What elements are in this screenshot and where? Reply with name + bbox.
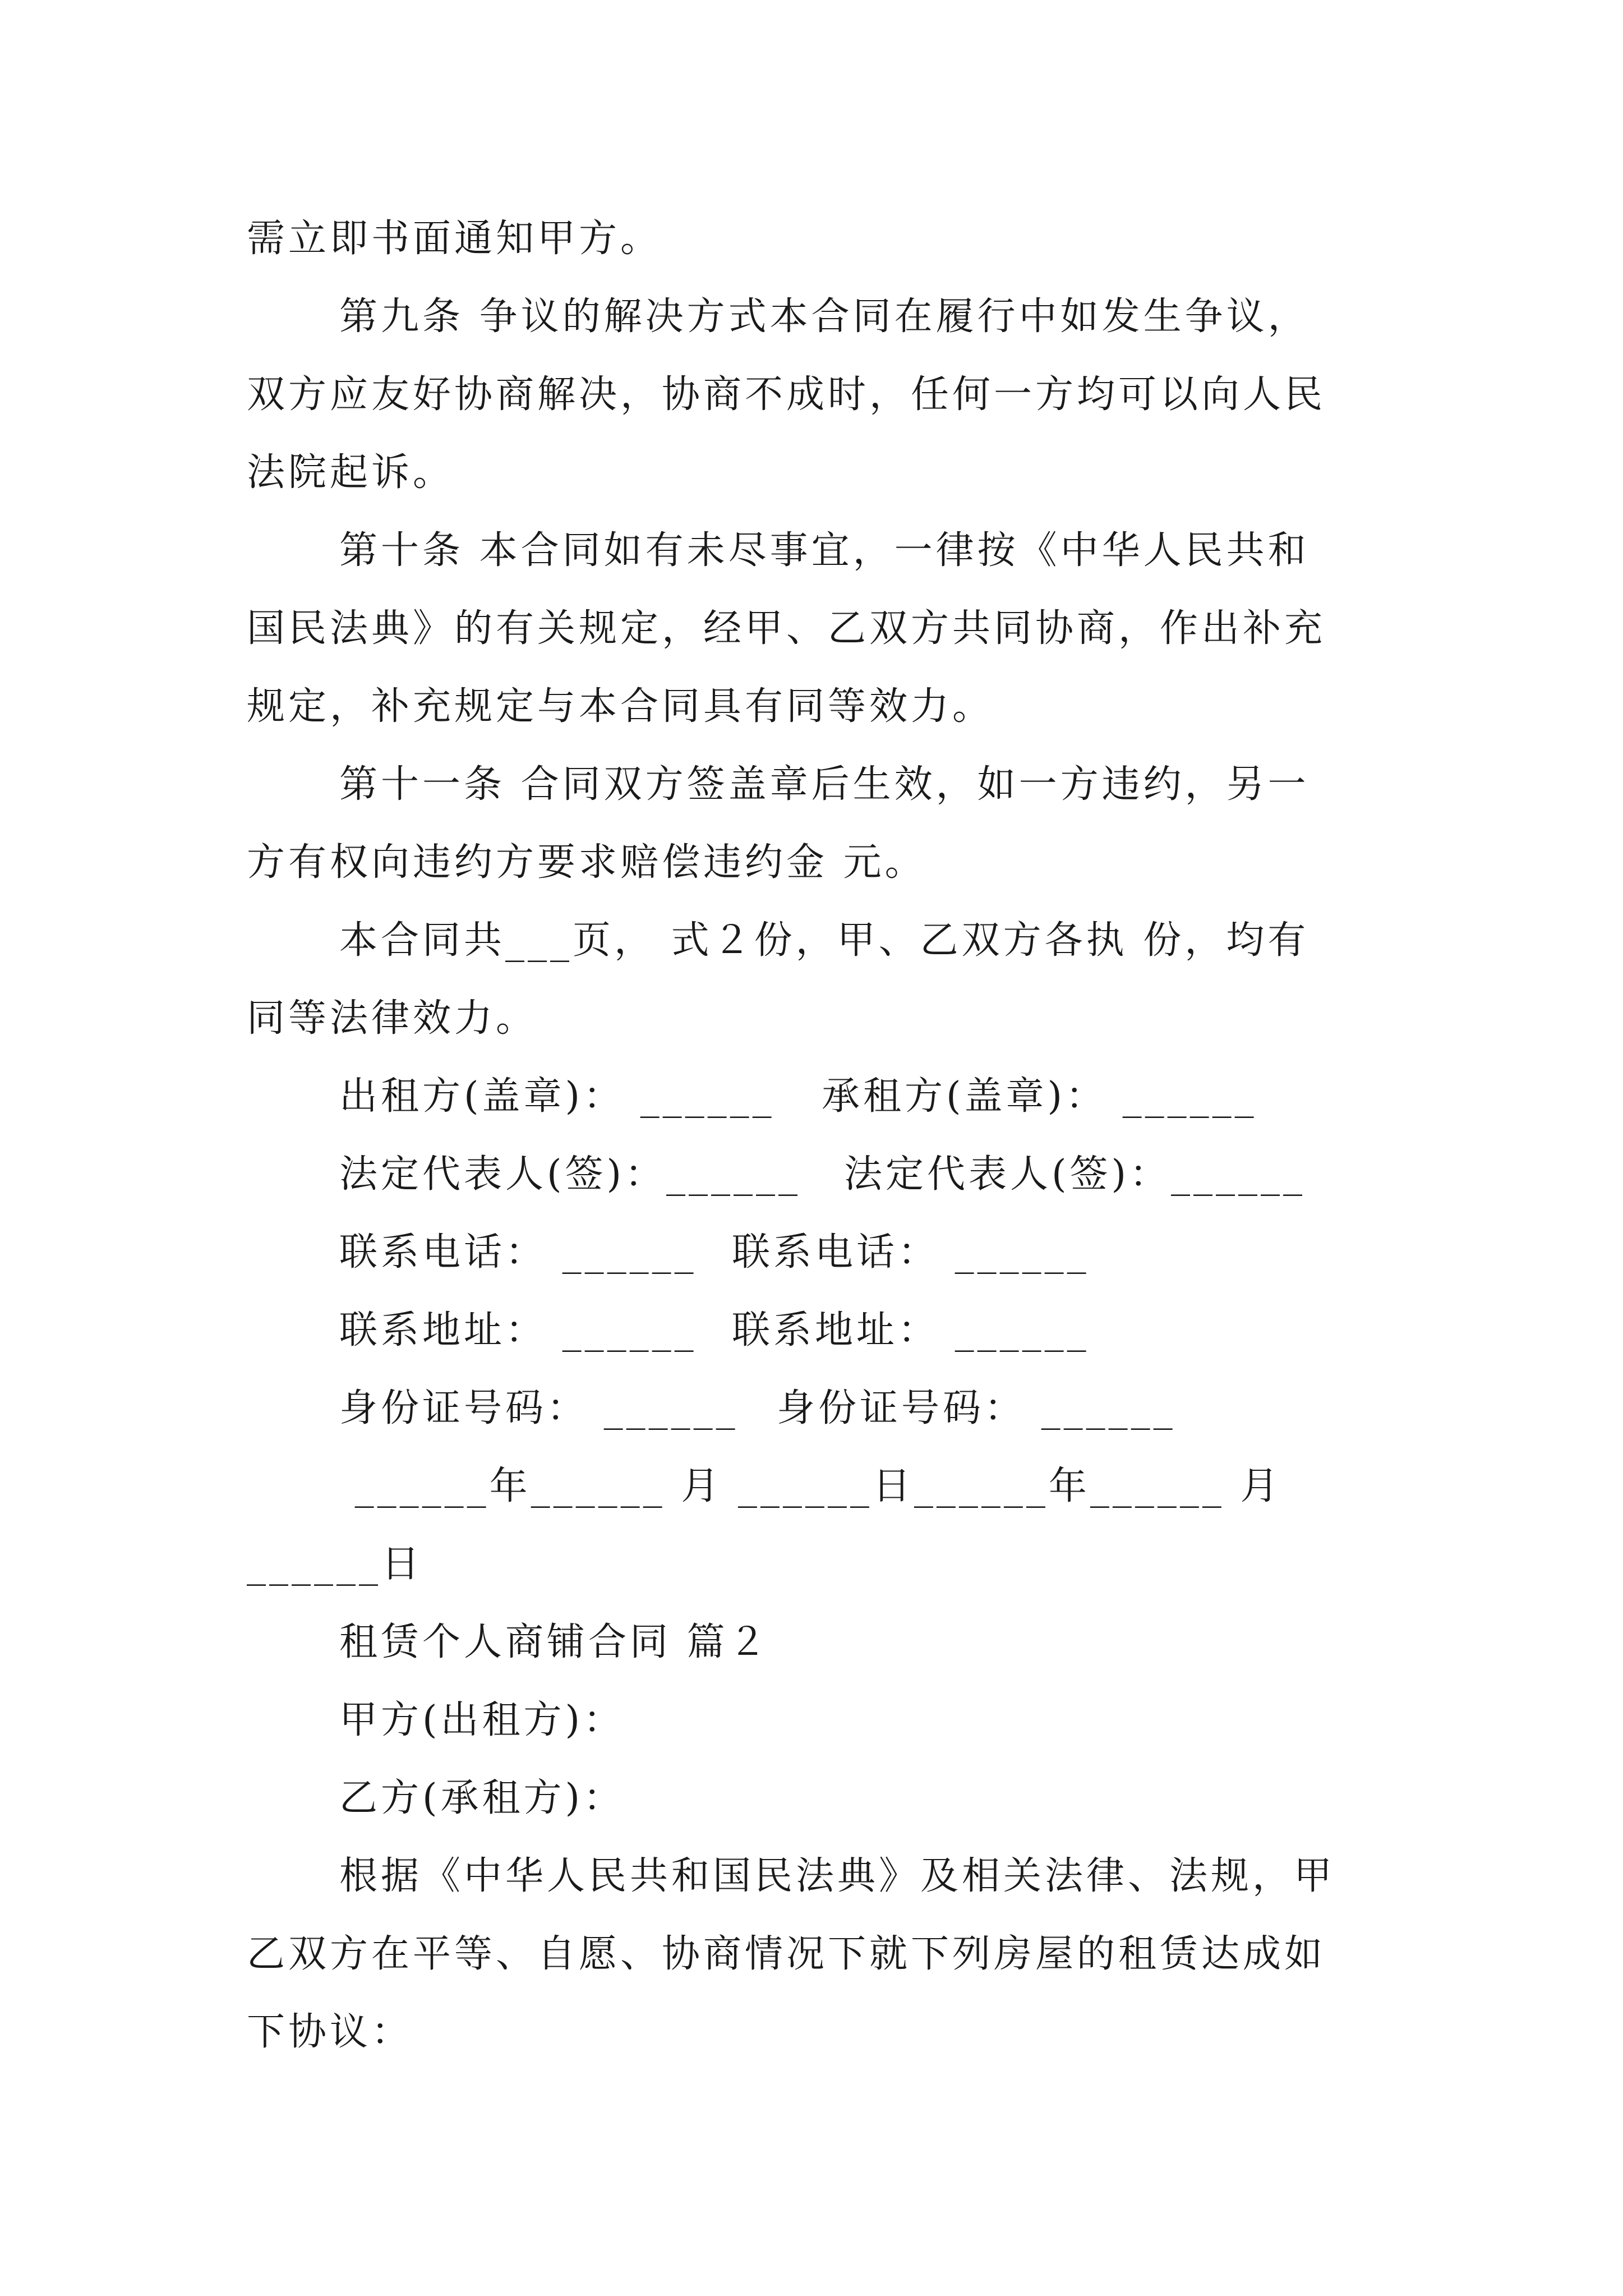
paragraph-line: 方有权向违约方要求赔偿违约金 元。 [247,840,926,885]
lessor-id-field: 身份证号码： ______ [339,1386,739,1430]
paragraph-line: 需立即书面通知甲方。 [247,217,662,261]
paragraph-line: 法院起诉。 [247,450,455,495]
intro-line: 根据《中华人民共和国民法典》及相关法律、法规，甲 [339,1854,1336,1898]
section-title: 租赁个人商铺合同 篇２ [339,1620,770,1664]
article-10-line: 第十条 本合同如有未尽事宜，一律按《中华人民共和 [339,528,1310,573]
article-9-line: 第九条 争议的解决方式本合同在履行中如发生争议， [339,295,1310,339]
intro-line: 下协议： [247,2010,413,2054]
lessee-seal-field: 承租方(盖章)： ______ [822,1074,1257,1119]
date-line: ______年______ 月 ______日______年______ 月 [339,1464,1282,1508]
intro-line: 乙双方在平等、自愿、协商情况下就下列房屋的租赁达成如 [247,1932,1326,1976]
party-b-line: 乙方(承租方)： [339,1776,625,1820]
party-a-line: 甲方(出租方)： [339,1698,625,1742]
lessee-phone-field: 联系电话： ______ [732,1230,1090,1274]
lessee-id-field: 身份证号码： ______ [777,1386,1176,1430]
paragraph-line: 双方应友好协商解决，协商不成时，任何一方均可以向人民 [247,372,1326,417]
lessor-address-field: 联系地址： ______ [339,1308,697,1352]
paragraph-line: 国民法典》的有关规定，经甲、乙双方共同协商，作出补充 [247,606,1326,651]
lessee-representative-field: 法定代表人(签)：______ [844,1152,1306,1197]
paragraph-line: 同等法律效力。 [247,996,538,1041]
lessor-seal-field: 出租方(盖章)： ______ [339,1074,775,1119]
copies-line: 本合同共___页， 式２份，甲、乙双方各执 份，均有 [339,918,1310,963]
lessee-address-field: 联系地址： ______ [732,1308,1090,1352]
paragraph-line: 规定，补充规定与本合同具有同等效力。 [247,684,994,729]
lessor-phone-field: 联系电话： ______ [339,1230,697,1274]
article-11-line: 第十一条 合同双方签盖章后生效，如一方违约，另一 [339,762,1310,807]
date-line-continued: ______日 [247,1542,423,1586]
lessor-representative-field: 法定代表人(签)：______ [339,1152,801,1197]
